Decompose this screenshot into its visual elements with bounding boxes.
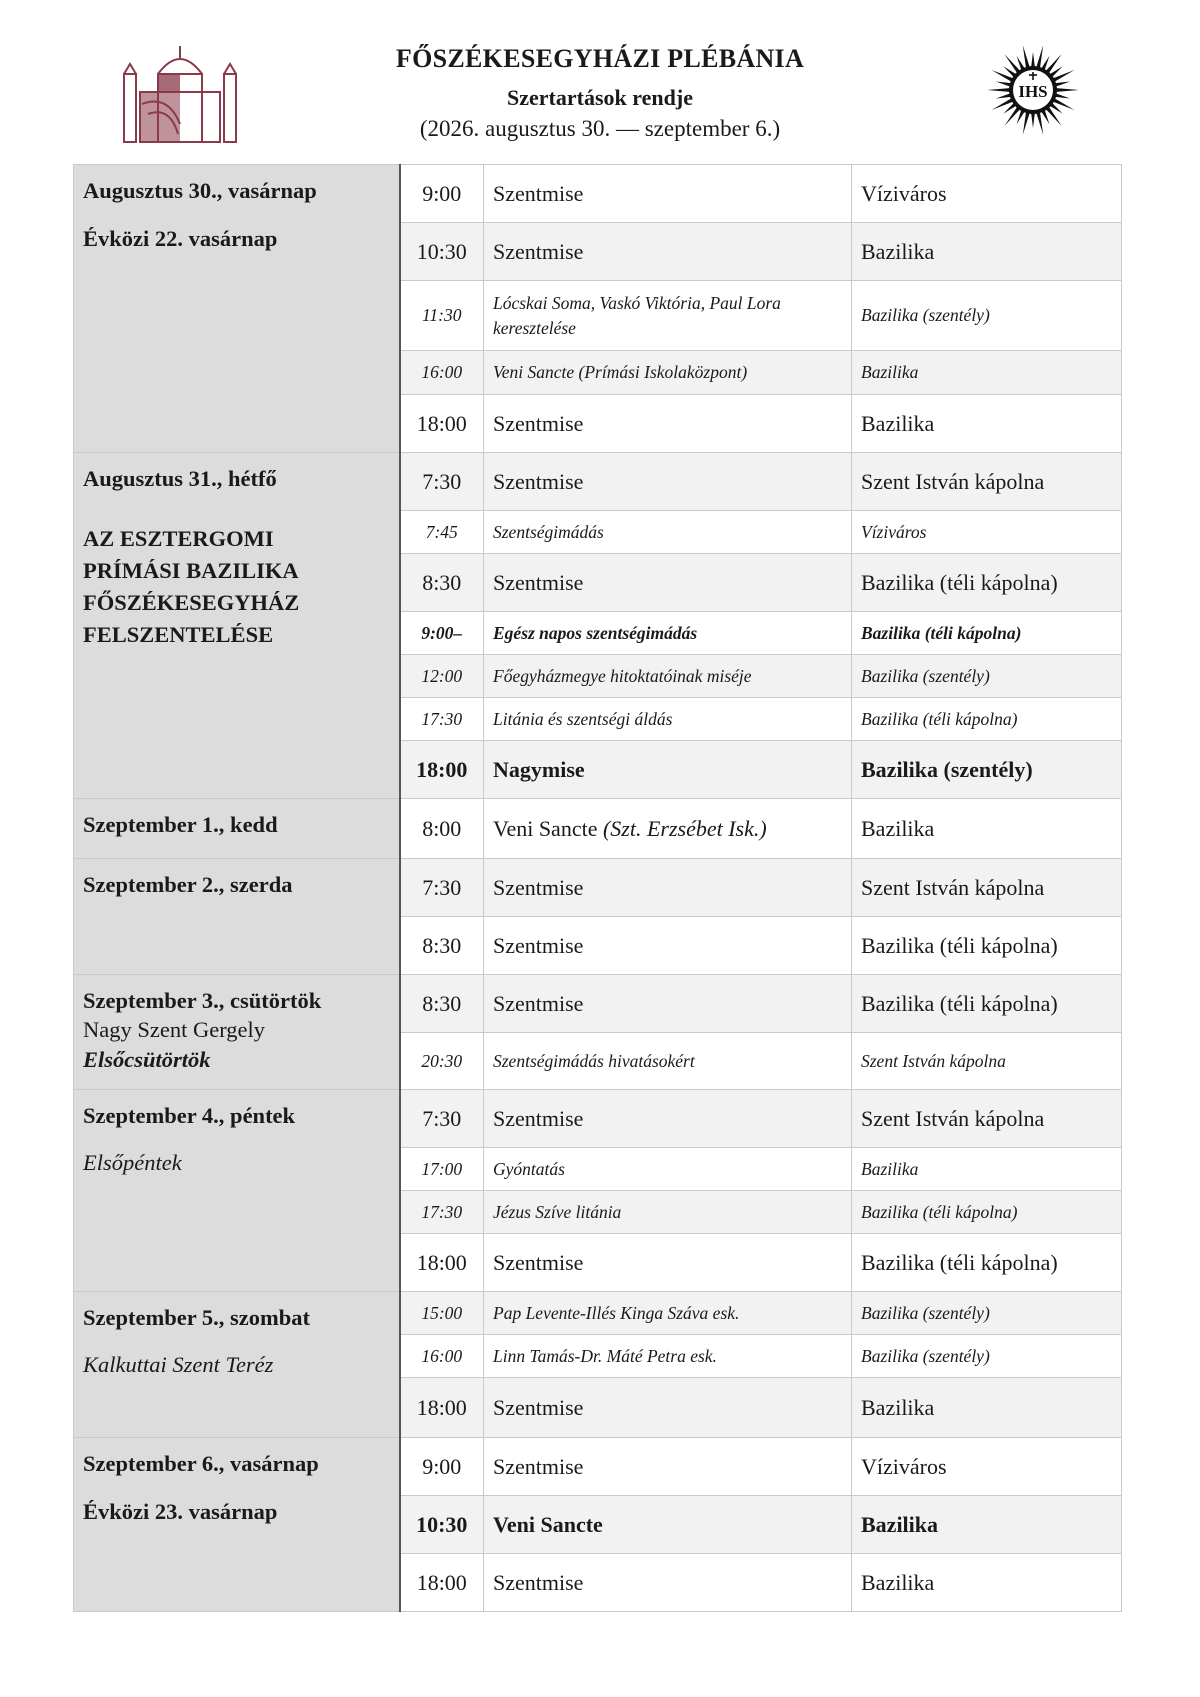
day-cell (74, 1090, 400, 1292)
event-cell: Szentmise (484, 453, 852, 511)
event-cell: Szentmise (484, 859, 852, 917)
event-cell: Szentmise (484, 975, 852, 1033)
event-cell: Lócskai Soma, Vaskó Viktória, Paul Lora keresztelése (484, 281, 852, 351)
event-text: Veni Sancte (493, 815, 598, 841)
event-cell: Veni Sancte (Prímási Iskolaközpont) (484, 351, 852, 395)
day-date: Augusztus 31., hétfő (83, 466, 277, 491)
day-note-line: AZ ESZTERGOMI (83, 526, 274, 551)
place-cell: Bazilika (szentély) (852, 741, 1122, 799)
place-cell: Szent István kápolna (852, 1033, 1122, 1090)
schedule-row (74, 1438, 1122, 1496)
day-note: Elsőpéntek (83, 1150, 182, 1175)
time-cell: 11:30 (400, 281, 484, 351)
schedule-row (74, 1090, 1122, 1148)
day-date: Szeptember 1., kedd (83, 812, 278, 837)
parish-title: FŐSZÉKESEGYHÁZI PLÉBÁNIA (395, 44, 805, 73)
place-cell: Víziváros (852, 511, 1122, 554)
schedule-subtitle: Szertartások rendje (507, 85, 693, 110)
schedule-row (74, 165, 1122, 223)
time-cell: 16:00 (400, 351, 484, 395)
event-cell: Szentségimádás (484, 511, 852, 554)
time-cell: 17:30 (400, 1191, 484, 1234)
event-cell: Szentmise (484, 1378, 852, 1438)
place-cell: Bazilika (szentély) (852, 655, 1122, 698)
place-cell: Bazilika (852, 1378, 1122, 1438)
time-cell: 7:30 (400, 859, 484, 917)
event-cell: Szentmise (484, 1234, 852, 1292)
time-cell: 18:00 (400, 1378, 484, 1438)
day-note: Évközi 22. vasárnap (83, 226, 278, 251)
event-cell: Nagymise (484, 741, 852, 799)
event-cell: Szentmise (484, 917, 852, 975)
page-header (0, 0, 1200, 160)
time-cell: 18:00 (400, 741, 484, 799)
day-note-line: PRÍMÁSI BAZILIKA (83, 558, 299, 583)
time-cell: 7:45 (400, 511, 484, 554)
time-cell: 17:30 (400, 698, 484, 741)
day-cell (74, 453, 400, 799)
time-cell: 9:00– (400, 612, 484, 655)
place-cell: Szent István kápolna (852, 453, 1122, 511)
time-cell: 9:00 (400, 1438, 484, 1496)
time-cell: 18:00 (400, 395, 484, 453)
day-date: Szeptember 2., szerda (83, 872, 293, 897)
place-cell: Víziváros (852, 165, 1122, 223)
time-cell: 12:00 (400, 655, 484, 698)
sun-ray (1023, 111, 1030, 135)
sun-ray (1055, 88, 1079, 92)
event-cell: Litánia és szentségi áldás (484, 698, 852, 741)
day-date: Szeptember 4., péntek (83, 1103, 296, 1128)
ihs-monogram: IHS (1018, 82, 1048, 101)
day-date: Szeptember 5., szombat (83, 1305, 311, 1330)
time-cell: 7:30 (400, 453, 484, 511)
place-cell: Bazilika (852, 351, 1122, 395)
place-cell: Bazilika (852, 395, 1122, 453)
schedule-table (73, 164, 1122, 1612)
place-cell: Bazilika (téli kápolna) (852, 554, 1122, 612)
day-cell (74, 1292, 400, 1438)
day-note-line: FELSZENTELÉSE (83, 622, 274, 647)
day-note-line: FŐSZÉKESEGYHÁZ (83, 590, 300, 615)
sun-ray (987, 88, 1011, 92)
place-cell: Bazilika (téli kápolna) (852, 975, 1122, 1033)
time-cell: 8:30 (400, 554, 484, 612)
day-cell (74, 975, 400, 1090)
day-cell (74, 1438, 400, 1612)
time-cell: 17:00 (400, 1148, 484, 1191)
event-cell: Szentmise (484, 395, 852, 453)
time-cell: 8:30 (400, 917, 484, 975)
place-cell: Bazilika (852, 1496, 1122, 1554)
day-note: Évközi 23. vasárnap (83, 1499, 278, 1524)
event-cell: Veni Sancte (484, 1496, 852, 1554)
event-cell: Egész napos szentségimádás (484, 612, 852, 655)
place-cell: Bazilika (852, 799, 1122, 859)
event-cell: Szentmise (484, 554, 852, 612)
sun-ray (1036, 45, 1043, 69)
schedule-row (74, 453, 1122, 511)
event-cell: Szentmise (484, 1554, 852, 1612)
event-cell: Szentmise (484, 165, 852, 223)
schedule-row (74, 975, 1122, 1033)
day-note-2: Elsőcsütörtök (83, 1047, 211, 1072)
place-cell: Bazilika (szentély) (852, 1292, 1122, 1335)
day-cell (74, 859, 400, 975)
event-cell: Gyóntatás (484, 1148, 852, 1191)
schedule-row (74, 1292, 1122, 1335)
day-cell (74, 799, 400, 859)
time-cell: 9:00 (400, 165, 484, 223)
time-cell: 20:30 (400, 1033, 484, 1090)
time-cell: 15:00 (400, 1292, 484, 1335)
day-note: Kalkuttai Szent Teréz (83, 1352, 274, 1377)
place-cell: Bazilika (téli kápolna) (852, 917, 1122, 975)
sun-ray (1031, 112, 1035, 128)
event-cell: Szentmise (484, 223, 852, 281)
day-date: Szeptember 3., csütörtök (83, 988, 322, 1013)
time-cell: 18:00 (400, 1554, 484, 1612)
time-cell: 10:30 (400, 1496, 484, 1554)
place-cell: Szent István kápolna (852, 859, 1122, 917)
day-date: Augusztus 30., vasárnap (83, 178, 317, 203)
event-cell: Szentmise (484, 1090, 852, 1148)
day-cell (74, 165, 400, 453)
place-cell: Bazilika (852, 223, 1122, 281)
time-cell: 10:30 (400, 223, 484, 281)
place-cell: Bazilika (852, 1148, 1122, 1191)
place-cell: Bazilika (szentély) (852, 1335, 1122, 1378)
event-extra: (Szt. Erzsébet Isk.) (602, 815, 767, 841)
event-cell: Szentségimádás hivatásokért (484, 1033, 852, 1090)
sun-ray (1036, 111, 1043, 135)
day-note: Nagy Szent Gergely (83, 1017, 266, 1042)
time-cell: 16:00 (400, 1335, 484, 1378)
time-cell: 18:00 (400, 1234, 484, 1292)
event-cell: Főegyházmegye hitoktatóinak miséje (484, 655, 852, 698)
sun-ray (1023, 45, 1030, 69)
event-cell: Linn Tamás-Dr. Máté Petra esk. (484, 1335, 852, 1378)
time-cell: 8:00 (400, 799, 484, 859)
place-cell: Bazilika (téli kápolna) (852, 1191, 1122, 1234)
sun-ray (1031, 52, 1035, 68)
place-cell: Bazilika (téli kápolna) (852, 612, 1122, 655)
schedule-row (74, 799, 1122, 859)
schedule-row (74, 859, 1122, 917)
ihs-sun-emblem (985, 42, 1081, 138)
place-cell: Bazilika (852, 1554, 1122, 1612)
place-cell: Bazilika (téli kápolna) (852, 1234, 1122, 1292)
event-cell: Jézus Szíve litánia (484, 1191, 852, 1234)
date-range: (2026. augusztus 30. — szeptember 6.) (419, 116, 781, 141)
time-cell: 8:30 (400, 975, 484, 1033)
place-cell: Víziváros (852, 1438, 1122, 1496)
event-cell: Pap Levente-Illés Kinga Száva esk. (484, 1292, 852, 1335)
place-cell: Szent István kápolna (852, 1090, 1122, 1148)
place-cell: Bazilika (téli kápolna) (852, 698, 1122, 741)
place-cell: Bazilika (szentély) (852, 281, 1122, 351)
time-cell: 7:30 (400, 1090, 484, 1148)
event-cell: Szentmise (484, 1438, 852, 1496)
event-cell (484, 799, 852, 859)
day-date: Szeptember 6., vasárnap (83, 1451, 319, 1476)
